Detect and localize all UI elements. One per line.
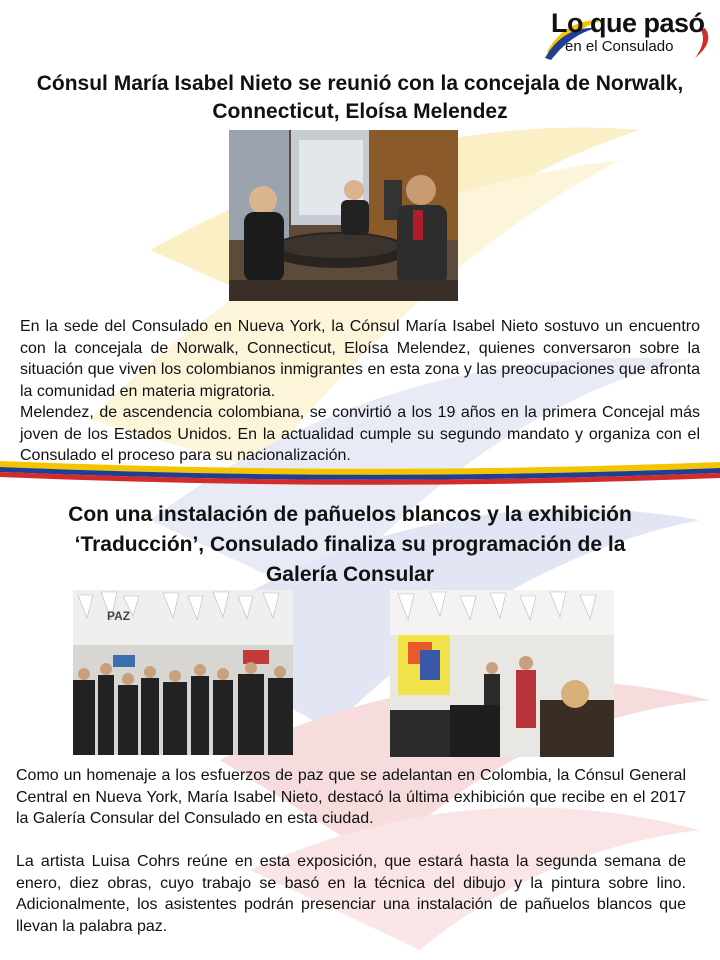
paz-sign: PAZ [107,609,131,623]
logo [545,8,715,60]
article2-paragraph: La artista Luisa Cohrs reúne en esta exposición, que estará hasta la segunda semana de enero, diez obras, cuyo trabajo se basó en la técnica del dibujo y la pintura sobre lino. Adicionalmente, los asistentes podrán presenciar una instalación de pañuelos blancos que llevan la palabra paz. [16,853,686,935]
logo-title: Lo que pasó [551,8,705,38]
article2-title: Con una instalación de pañuelos blancos y la exhibición ‘Traducción’, Consulado finaliza su programación de la Galería Consular [68,503,632,586]
gallery-speech-photo-image [390,590,614,757]
article1-body [20,316,700,467]
article2-body [16,765,686,937]
article1-title: Cónsul María Isabel Nieto se reunió con la concejala de Norwalk, Connecticut, Eloísa Melendez [36,72,684,123]
gallery-crowd-photo [73,590,293,755]
paragraph-gap [16,830,686,852]
article1-paragraph: En la sede del Consulado en Nueva York, la Cónsul María Isabel Nieto sostuvo un encuentro con la concejala de Norwalk, Connecticut, Eloísa Melendez, quienes conversaron sobre la situación que viven los colombianos inmigrantes en esta zona y las preocupaciones que afronta la comunidad en materia migratoria. [20,318,700,400]
gallery-crowd-photo-image [73,590,293,755]
meeting-photo-image [229,130,458,301]
article1-paragraph: Melendez, de ascendencia colombiana, se convirtió a los 19 años en la primera Concejal más joven de los Estados Unidos. En la actualidad cumple su segundo mandato y organiza con el Consulado el proceso para su nacionalización. [20,404,700,464]
logo-subtitle: en el Consulado [565,38,674,55]
meeting-photo [229,130,458,301]
article2-paragraph: Como un homenaje a los esfuerzos de paz que se adelantan en Colombia, la Cónsul General Central en Nueva York, María Isabel Nieto, destacó la última exhibición que recibe en el 2017 la Galería Consular del Consulado en esta ciudad. [16,767,686,827]
gallery-speech-photo [390,590,614,757]
